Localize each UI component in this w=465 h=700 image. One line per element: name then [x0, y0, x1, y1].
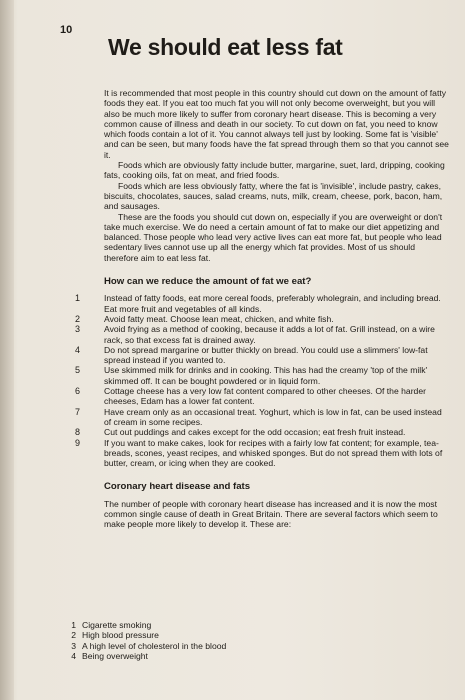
intro-paragraph: These are the foods you should cut down on, especially if you are overweight or don't take much exercise. We do need a certain amount of fat to make our diet appetizing and balanced. Those people who lead very active lives can eat more fat, but people who lead sedentary lives cannot use up all the energy which fat provides. Most of us should therefore aim to eat less fat.: [104, 211, 443, 263]
list-item: [74, 313, 450, 324]
list-item: [74, 293, 450, 314]
item-text: Cigarette smoking: [82, 620, 152, 630]
list-item: [74, 324, 450, 345]
risk-factor-list: [70, 620, 430, 661]
item-text: Instead of fatty foods, eat more cereal foods, preferably wholegrain, and including bread. Eat more fruit and vegetables of all kinds.: [104, 293, 441, 314]
item-text: High blood pressure: [82, 630, 159, 641]
item-number: 1: [74, 293, 80, 304]
list-item: [74, 386, 450, 407]
item-text: Have cream only as an occasional treat. Yoghurt, which is low in fat, can be used instead of cream in some recipes.: [104, 406, 442, 427]
item-number: 2: [71, 630, 76, 641]
item-number: 8: [74, 427, 80, 438]
list-item: [70, 630, 430, 640]
intro-paragraph: Foods which are less obviously fatty, where the fat is 'invisible', include pastry, cakes, biscuits, chocolates, sauces, salad creams, nuts, milk, cream, cheese, pork, bacon, ham, and sausages.: [104, 180, 443, 212]
item-number: 5: [74, 365, 80, 376]
list-item: [74, 427, 450, 438]
intro-paragraph: It is recommended that most people in this country should cut down on the amount of fatty foods they eat. If you eat too much fat you will not only become overweight, but you will also be much more likely to suffer from coronary heart disease. This is becoming a very common cause of illness and death in our society. To cut down on fat, you need to know which foods contain a lot of it. You cannot always tell just by looking. Some fat is 'visible' and can be seen, but many foods have the fat spread through them so that you cannot see it.: [104, 88, 449, 160]
reduce-fat-list: [74, 293, 450, 469]
body-text: [74, 88, 450, 530]
list-item: [70, 641, 430, 651]
item-number: 4: [71, 650, 76, 661]
coronary-paragraph: The number of people with coronary heart disease has increased and it is now the most common single cause of death in Great Britain. There are several factors which seem to make people more likely to develop it. These are:: [104, 498, 438, 530]
item-text: Use skimmed milk for drinks and in cooking. This has had the creamy 'top of the milk' skimmed off. It can be bought powdered or in liquid form.: [104, 365, 428, 386]
item-text: A high level of cholesterol in the blood: [82, 640, 227, 651]
intro-paragraph: Foods which are obviously fatty include butter, margarine, suet, lard, dripping, cooking fats, cooking oils, fat on meat, and fried foods.: [104, 160, 445, 181]
item-number: 9: [74, 437, 80, 448]
item-number: 7: [74, 406, 80, 417]
list-item: [70, 651, 430, 661]
item-number: 4: [74, 344, 80, 355]
section-heading-coronary: Coronary heart disease and fats: [104, 481, 251, 493]
list-item: [74, 365, 450, 386]
item-number: 3: [71, 640, 76, 651]
item-text: Avoid frying as a method of cooking, because it adds a lot of fat. Grill instead, on a wire rack, so that excess fat is drained away.: [104, 324, 435, 345]
item-text: Avoid fatty meat. Choose lean meat, chicken, and white fish.: [104, 313, 334, 324]
book-spine-shadow: [0, 0, 14, 700]
item-number: 1: [71, 620, 76, 630]
item-text: Cut out puddings and cakes except for the odd occasion; eat fresh fruit instead.: [104, 427, 406, 438]
item-text: If you want to make cakes, look for recipes with a fairly low fat content; for example, tea-breads, scones, yeast recipes, and whisked sponges. But do not spread them with lots of butter, cream, or icing when they are cooked.: [104, 437, 443, 469]
item-number: 3: [74, 324, 80, 335]
item-number: 2: [74, 313, 80, 324]
list-item: [74, 406, 450, 428]
page-title: We should eat less fat: [108, 34, 343, 60]
item-text: Being overweight: [82, 650, 148, 661]
item-text: Cottage cheese has a very low fat content compared to other cheeses. Of the harder cheeses, Edam has a lower fat content.: [104, 386, 426, 407]
section-heading-reduce-fat: How can we reduce the amount of fat we eat?: [104, 276, 312, 288]
item-text: Do not spread margarine or butter thickly on bread. You could use a slimmers' low-fat spread instead if you wanted to.: [104, 344, 428, 366]
list-item: [74, 344, 450, 366]
page-number: 10: [60, 24, 73, 36]
list-item: [70, 620, 430, 630]
list-item: [74, 437, 450, 469]
item-number: 6: [74, 386, 80, 397]
